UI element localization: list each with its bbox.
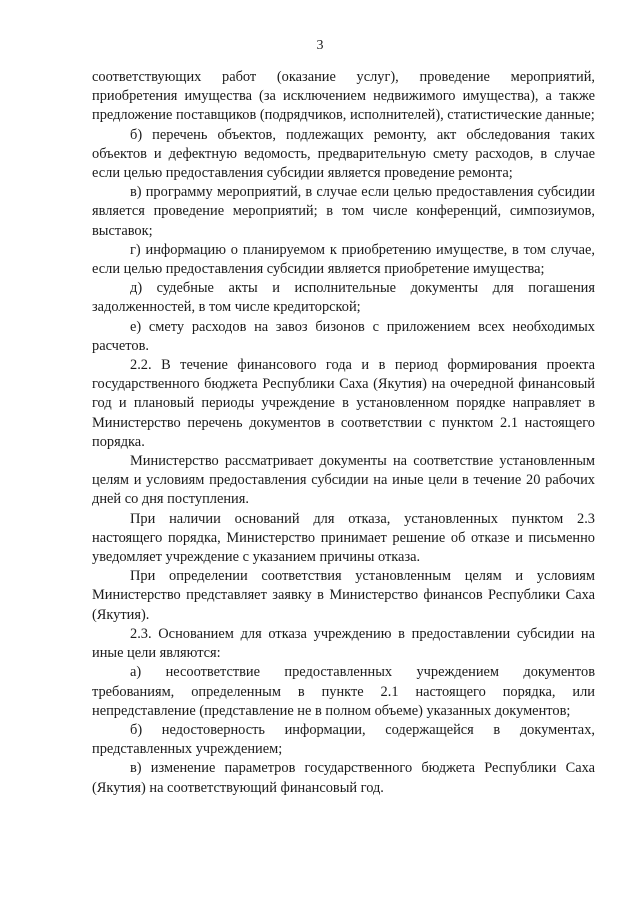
paragraph-11: 2.3. Основанием для отказа учреждению в предоставлении субсидии на иные цели являются: xyxy=(92,625,595,662)
paragraph-4: г) информацию о планируемом к приобретению имуществе, в том случае, если целью предоставления субсидии является приобретение имущества; xyxy=(92,241,595,278)
paragraph-2: б) перечень объектов, подлежащих ремонту, акт обследования таких объектов и дефектную ведомость, предварительную смету расходов, в случае если целью предоставления субсидии является проведение ремонта; xyxy=(92,126,595,182)
paragraph-5: д) судебные акты и исполнительные документы для погашения задолженностей, в том числе кредиторской; xyxy=(92,280,595,316)
paragraph-14: в) изменение параметров государственного бюджета Республики Саха (Якутия) на соответствующий финансовый год. xyxy=(92,760,595,796)
paragraph-6: е) смету расходов на завоз бизонов с приложением всех необходимых расчетов. xyxy=(92,318,595,354)
paragraph-3: в) программу мероприятий, в случае если целью предоставления субсидии является проведение мероприятий; в том числе конференций, симпозиумов, выставок; xyxy=(92,184,595,239)
paragraph-10: При определении соответствия установленным целям и условиям Министерство представляет заявку в Министерство финансов Республики Саха (Якутия). xyxy=(92,568,595,623)
paragraph-9: При наличии оснований для отказа, установленных пунктом 2.3 настоящего порядка, Министерство принимает решение об отказе и письменно уведомляет учреждение с указанием причины отказа. xyxy=(92,510,595,566)
paragraph-7: 2.2. В течение финансового года и в период формирования проекта государственного бюджета Республики Саха (Якутия) на очередной финансовый год и плановый периоды учреждение в установленном порядке направляет в Министерство перечень документов в соответствии с пунктом 2.1 настоящего порядка. xyxy=(92,357,595,450)
paragraph-13: б) недостоверность информации, содержащейся в документах, представленных учреждением; xyxy=(92,721,595,758)
page-number: 3 xyxy=(316,38,324,53)
paragraph-1: соответствующих работ (оказание услуг), проведение мероприятий, приобретения имущества (за исключением недвижимого имущества), а также предложение поставщиков (подрядчиков, исполнителей), статистические данные; xyxy=(92,69,595,124)
paragraph-8: Министерство рассматривает документы на соответствие установленным целям и условиям предоставления субсидии на иные цели в течение 20 рабочих дней со дня поступления. xyxy=(92,453,595,508)
document-body xyxy=(92,68,595,798)
paragraph-12: а) несоответствие предоставленных учреждением документов требованиям, определенным в пункте 2.1 настоящего порядка, или непредставление (представление не в полном объеме) указанных документов; xyxy=(92,664,595,719)
